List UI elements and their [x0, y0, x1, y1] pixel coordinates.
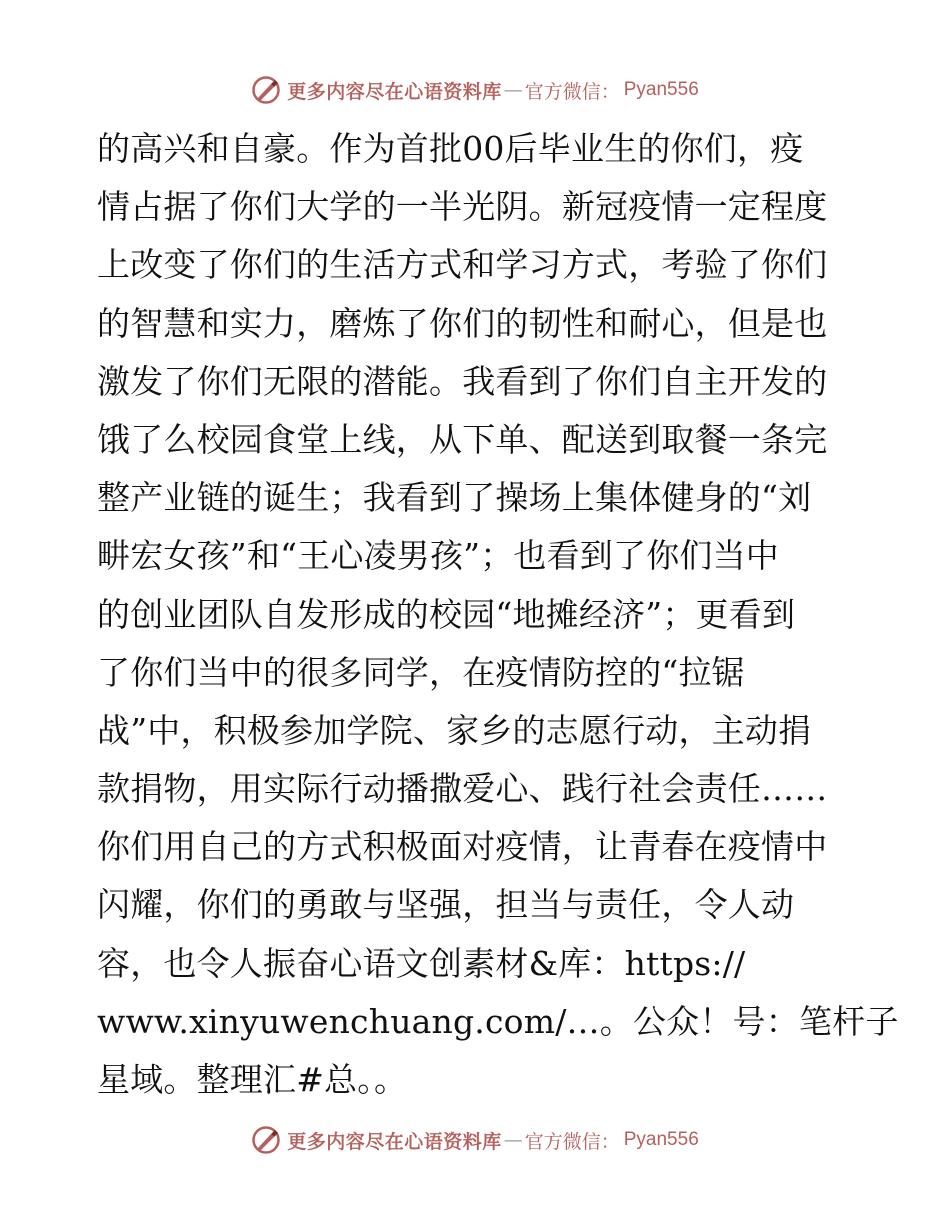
text-line: 容，也令人振奋心语文创素材&库：https://: [97, 943, 746, 983]
text-line: 整产业链的诞生；我看到了操场上集体健身的“刘: [97, 478, 812, 518]
text-line: 闪耀，你们的勇敢与坚强，担当与责任，令人动: [97, 885, 795, 925]
header-wechat-label: 官方微信：: [524, 80, 620, 103]
header-title: 更多内容尽在心语资料库: [287, 80, 502, 103]
header-separator: —: [503, 79, 523, 101]
text-line: 战”中，积极参加学院、家乡的志愿行动，主动捐: [97, 710, 812, 750]
text-line: 你们用自己的方式积极面对疫情，让青春在疫情中: [97, 827, 828, 867]
text-line: 畊宏女孩”和“王心凌男孩”；也看到了你们当中: [97, 536, 780, 576]
text-line: 激发了你们无限的潜能。我看到了你们自主开发的: [97, 361, 828, 401]
text-line: 的高兴和自豪。作为首批00后毕业生的你们，疫: [97, 129, 804, 168]
footer-title: 更多内容尽在心语资料库: [287, 1130, 502, 1153]
text-line: 的创业团队自发形成的校园“地摊经济”；更看到: [97, 594, 796, 634]
text-line: 饿了么校园食堂上线，从下单、配送到取餐一条完: [97, 419, 828, 459]
pen-logo-icon: [251, 1125, 281, 1155]
footer-separator: —: [503, 1129, 523, 1151]
text-line: 星域。整理汇#总。。: [97, 1060, 408, 1099]
text-line: 的智慧和实力，磨炼了你们的韧性和耐心，但是也: [97, 303, 828, 343]
body-text: [97, 120, 899, 1109]
pen-logo-icon: [251, 75, 281, 105]
text-line: 情占据了你们大学的一半光阴。新冠疫情一定程度: [97, 187, 828, 227]
text-line: 款捐物，用实际行动播撒爱心、践行社会责任……: [97, 769, 828, 809]
header-banner: [0, 70, 950, 110]
text-line: www.xinyuwenchuang.com/…。公众！号：笔杆子: [97, 1001, 899, 1041]
footer-wechat-id: Pyan556: [623, 1129, 699, 1150]
text-line: 了你们当中的很多同学，在疫情防控的“拉锯: [97, 652, 745, 692]
text-line: 上改变了你们的生活方式和学习方式，考验了你们: [97, 245, 828, 285]
footer-banner: [0, 1120, 950, 1160]
header-wechat-id: Pyan556: [623, 79, 699, 100]
footer-wechat-label: 官方微信：: [524, 1130, 620, 1153]
